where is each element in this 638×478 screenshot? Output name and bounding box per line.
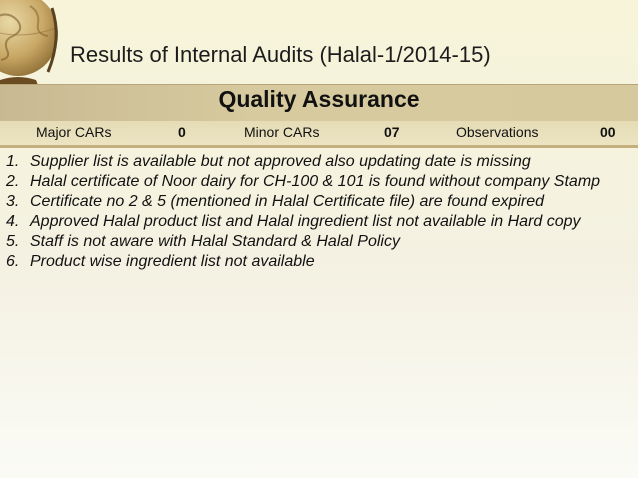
item-number: 2. xyxy=(6,173,20,190)
item-number: 6. xyxy=(6,253,20,270)
item-text: Product wise ingredient list not available xyxy=(30,253,315,270)
item-text: Supplier list is available but not approved also updating date is missing xyxy=(30,153,531,170)
observations-label: Observations xyxy=(456,124,539,140)
list-item xyxy=(6,212,632,232)
item-number: 1. xyxy=(6,153,20,170)
list-item xyxy=(6,172,632,192)
observations-value: 00 xyxy=(600,124,616,140)
minor-cars-value: 07 xyxy=(384,124,400,140)
minor-cars-label: Minor CARs xyxy=(244,124,320,140)
slide-title: Results of Internal Audits (Halal-1/2014-15) xyxy=(70,42,491,67)
item-number: 5. xyxy=(6,233,20,250)
major-cars-value: 0 xyxy=(178,124,186,140)
stats-row xyxy=(0,124,638,142)
list-item xyxy=(6,192,632,212)
band-divider xyxy=(0,145,638,148)
item-text: Approved Halal product list and Halal ingredient list not available in Hard copy xyxy=(30,213,581,230)
item-text: Halal certificate of Noor dairy for CH-100 & 101 is found without company Stamp xyxy=(30,173,601,190)
item-text: Staff is not aware with Halal Standard & Halal Policy xyxy=(30,233,400,250)
item-number: 3. xyxy=(6,193,20,210)
item-number: 4. xyxy=(6,213,20,230)
list-item xyxy=(6,232,632,252)
list-item xyxy=(6,252,632,272)
major-cars-label: Major CARs xyxy=(36,124,112,140)
list-item xyxy=(6,152,632,172)
findings-list xyxy=(6,152,632,272)
section-heading: Quality Assurance xyxy=(218,86,420,112)
item-text: Certificate no 2 & 5 (mentioned in Halal Certificate file) are found expired xyxy=(30,193,545,210)
